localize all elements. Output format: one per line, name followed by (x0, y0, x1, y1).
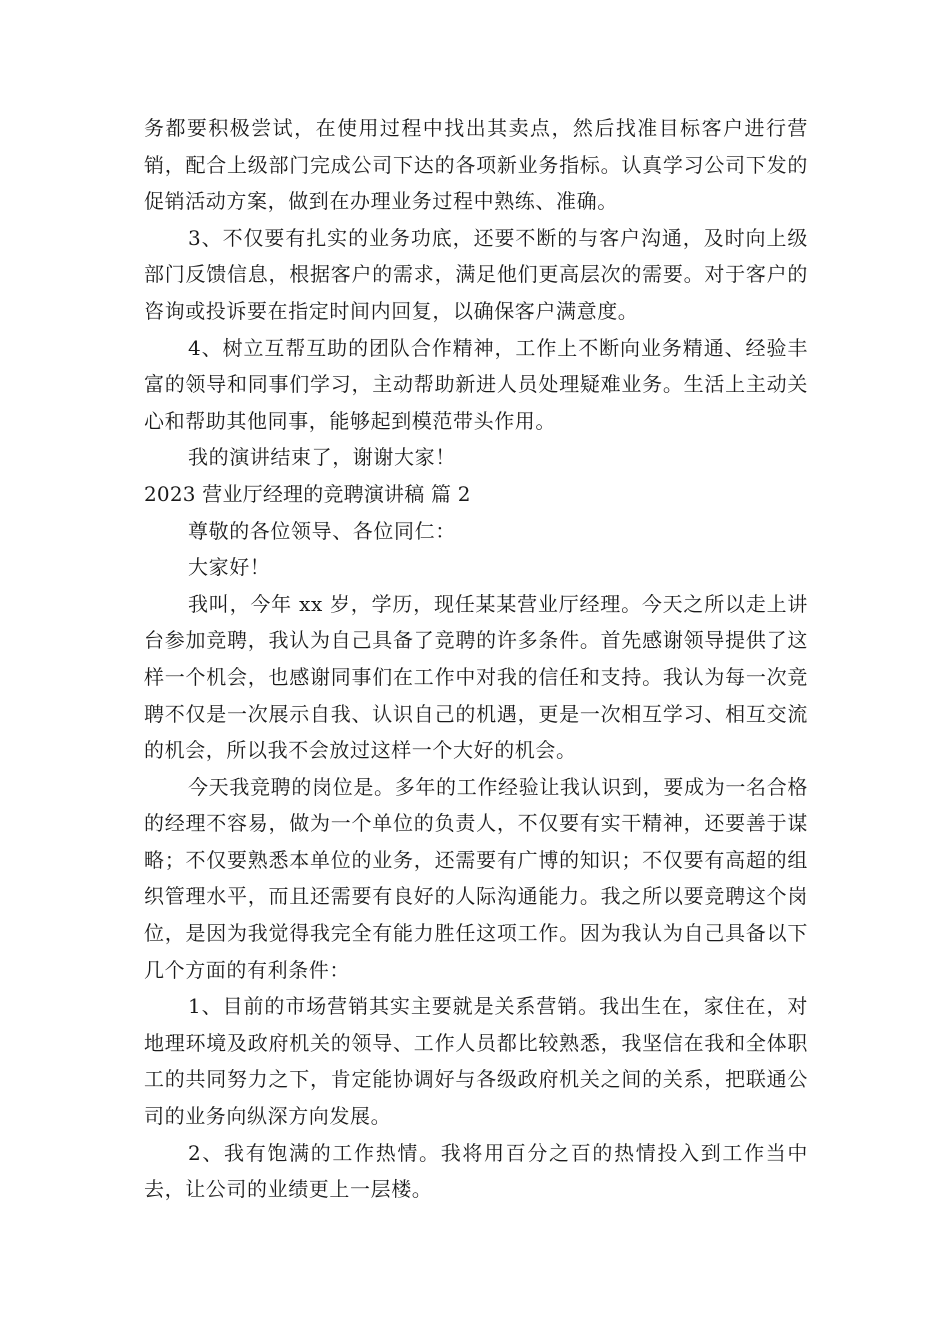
paragraph-condition-1: 1、目前的市场营销其实主要就是关系营销。我出生在，家住在，对地理环境及政府机关的领导、工作人员都比较熟悉，我坚信在我和全体职工的共同努力之下，肯定能协调好与各级政府机关之间的关系，把联通公司的业务向纵深方向发展。 (144, 994, 808, 1129)
paragraph-condition-2: 2、我有饱满的工作热情。我将用百分之百的热情投入到工作当中去，让公司的业绩更上一层楼。 (144, 1140, 808, 1202)
document-body (144, 110, 808, 1208)
paragraph-item-4: 4、树立互帮互助的团队合作精神，工作上不断向业务精通、经验丰富的领导和同事们学习，主动帮助新进人员处理疑难业务。生活上主动关心和帮助其他同事，能够起到模范带头作用。 (144, 335, 808, 433)
paragraph-introduction: 我叫，今年 xx 岁，学历，现任某某营业厅经理。今天之所以走上讲台参加竞聘，我认为自己具备了竞聘的许多条件。首先感谢领导提供了这样一个机会，也感谢同事们在工作中对我的信任和支持。我认为每一次竞聘不仅是一次展示自我、认识自己的机遇，更是一次相互学习、相互交流的机会，所以我不会放过这样一个大好的机会。 (144, 591, 808, 763)
paragraph-continuation: 务都要积极尝试，在使用过程中找出其卖点，然后找准目标客户进行营销，配合上级部门完成公司下达的各项新业务指标。认真学习公司下发的促销活动方案，做到在办理业务过程中熟练、准确。 (144, 116, 808, 214)
section-heading: 2023 营业厅经理的竞聘演讲稿 篇 2 (144, 481, 471, 506)
paragraph-greeting: 大家好！ (188, 555, 271, 580)
paragraph-salutation: 尊敬的各位领导、各位同仁： (188, 518, 456, 543)
paragraph-position: 今天我竞聘的岗位是。多年的工作经验让我认识到，要成为一名合格的经理不容易，做为一个单位的负责人，不仅要有实干精神，还要善于谋略；不仅要熟悉本单位的业务，还需要有广博的知识；不仅要有高超的组织管理水平，而且还需要有良好的人际沟通能力。我之所以要竞聘这个岗位，是因为我觉得我完全有能力胜任这项工作。因为我认为自己具备以下几个方面的有利条件： (144, 774, 808, 982)
paragraph-item-3: 3、不仅要有扎实的业务功底，还要不断的与客户沟通，及时向上级部门反馈信息，根据客户的需求，满足他们更高层次的需要。对于客户的咨询或投诉要在指定时间内回复，以确保客户满意度。 (144, 225, 808, 323)
paragraph-closing: 我的演讲结束了，谢谢大家！ (188, 445, 456, 470)
